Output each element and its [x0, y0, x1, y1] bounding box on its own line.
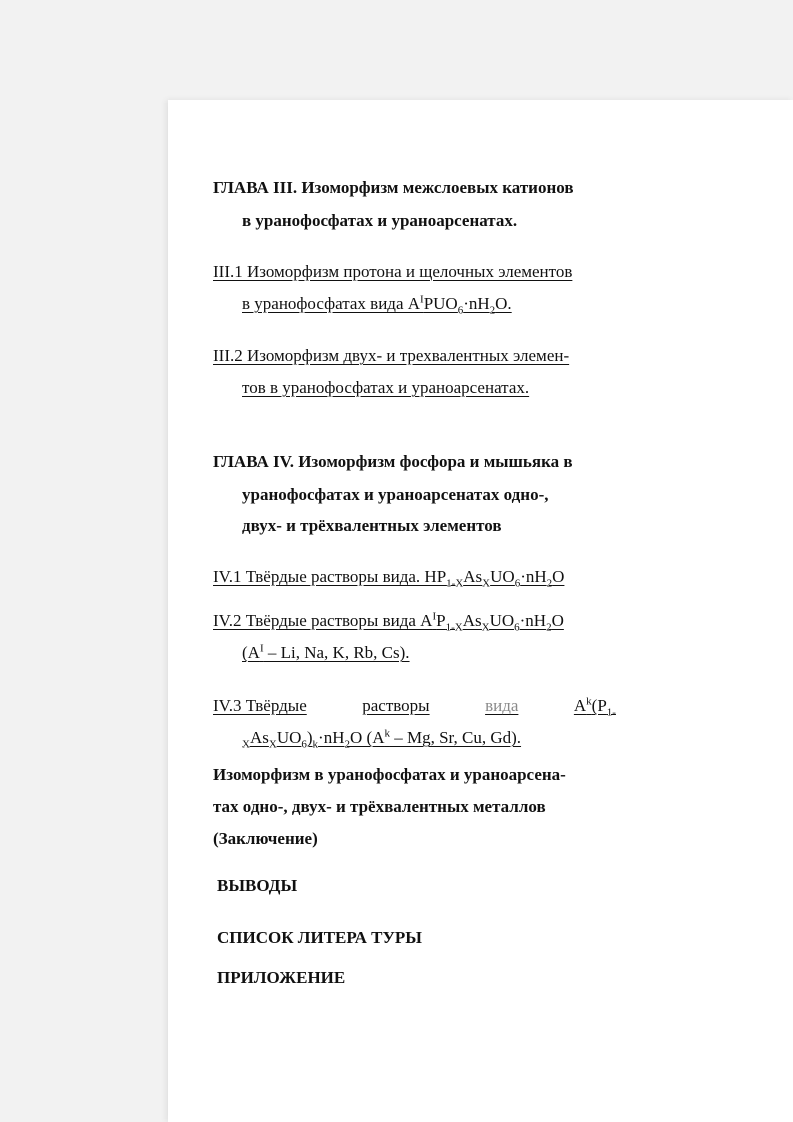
formula-sub: X	[268, 738, 277, 751]
section-3-2-line1[interactable]: III.2 Изоморфизм двух- и трехвалентных элемен-	[213, 346, 570, 365]
formula-sub: k	[312, 738, 319, 751]
formula-sup: k	[384, 727, 390, 740]
formula-sub: X	[482, 577, 491, 590]
section-3-2-line2[interactable]: тов в уранофосфатах и ураноарсенатах.	[242, 378, 530, 397]
references-heading: СПИСОК ЛИТЕРА ТУРЫ	[217, 928, 422, 947]
section-4-3-line2[interactable]	[242, 727, 522, 751]
formula-part: O	[551, 611, 564, 630]
formula-part: UO	[489, 611, 515, 630]
appendix-heading: ПРИЛОЖЕНИЕ	[217, 968, 346, 987]
section-4-1[interactable]	[213, 567, 565, 590]
section-3-1-text: в уранофосфатах вида A	[242, 294, 421, 313]
formula-part: ·nH	[520, 567, 547, 586]
formula-part: ·nH	[318, 728, 345, 747]
section-3-1-line1[interactable]: III.1 Изоморфизм протона и щелочных элементов	[213, 262, 573, 281]
formula-part: – Li, Na, K, Rb, Cs).	[263, 643, 410, 662]
formula-part: A	[573, 696, 587, 715]
formula-part: UO	[490, 567, 515, 586]
chapter-3-title-line1: ГЛАВА III. Изоморфизм межслоевых катионов	[213, 178, 574, 197]
formula-sub: 6	[514, 621, 520, 634]
formula-sup: k	[586, 695, 592, 708]
formula-part: As	[249, 728, 269, 747]
formula-part: O	[552, 567, 565, 586]
conclusions-heading: ВЫВОДЫ	[217, 876, 298, 895]
formula-part: (A	[242, 643, 260, 662]
formula-sub: 2	[344, 738, 350, 751]
conclusion-heading-line2: тах одно-, двух- и трёхвалентных металлов	[213, 797, 546, 816]
formula-part: As	[462, 611, 482, 630]
formula-part: PUO	[423, 294, 458, 313]
section-4-1-text: IV.1 Твёрдые растворы вида. HP	[213, 567, 447, 586]
section-4-3-word: вида	[485, 696, 519, 715]
formula-sub: X	[481, 621, 490, 634]
formula-part: ·nH	[463, 294, 490, 313]
section-4-3-word: IV.3 Твёрдые	[213, 696, 307, 715]
formula-sub: 1-X	[446, 577, 464, 590]
formula-sup: I	[432, 610, 437, 623]
section-4-3-line1[interactable]	[213, 695, 616, 719]
section-3-1-line2[interactable]	[242, 293, 512, 317]
formula-sub: 1-	[606, 706, 616, 719]
section-4-2-line1[interactable]	[213, 610, 564, 634]
formula-part: – Mg, Sr, Cu, Gd).	[389, 728, 522, 747]
chapter-4-title-line2: уранофосфатах и ураноарсенатах одно-,	[242, 485, 549, 504]
formula-sub: 6	[457, 304, 464, 317]
formula-part: ·nH	[519, 611, 547, 630]
formula-sup: I	[420, 293, 424, 306]
section-4-3-word: растворы	[362, 696, 430, 715]
formula-sub: X	[242, 738, 250, 751]
formula-part: O (A	[350, 728, 385, 747]
formula-sub: 2	[546, 621, 552, 634]
chapter-3-title-line2: в уранофосфатах и ураноарсенатах.	[242, 211, 518, 230]
formula-sup: I	[259, 642, 264, 655]
conclusion-heading-line3: (Заключение)	[213, 829, 318, 848]
conclusion-heading-line1: Изоморфизм в уранофосфатах и ураноарсена-	[213, 765, 566, 784]
formula-sub: 6	[514, 577, 521, 590]
formula-part: P	[436, 611, 446, 630]
section-4-3-formula	[573, 695, 616, 719]
formula-sub: 6	[301, 738, 307, 751]
formula-part: (P	[591, 696, 607, 715]
formula-part: )	[306, 728, 313, 747]
formula-sub: 2	[546, 577, 553, 590]
formula-sub: 2	[489, 304, 496, 317]
formula-part: As	[463, 567, 483, 586]
chapter-4-title-line3: двух- и трёхвалентных элементов	[242, 516, 502, 535]
formula-part: UO	[276, 728, 302, 747]
section-4-2-line2[interactable]	[242, 643, 410, 663]
section-4-2-text: IV.2 Твёрдые растворы вида A	[213, 611, 433, 630]
chapter-4-title-line1: ГЛАВА IV. Изоморфизм фосфора и мышьяка в	[213, 452, 573, 471]
formula-part: O.	[495, 294, 512, 313]
formula-sub: 1-X	[445, 621, 463, 634]
